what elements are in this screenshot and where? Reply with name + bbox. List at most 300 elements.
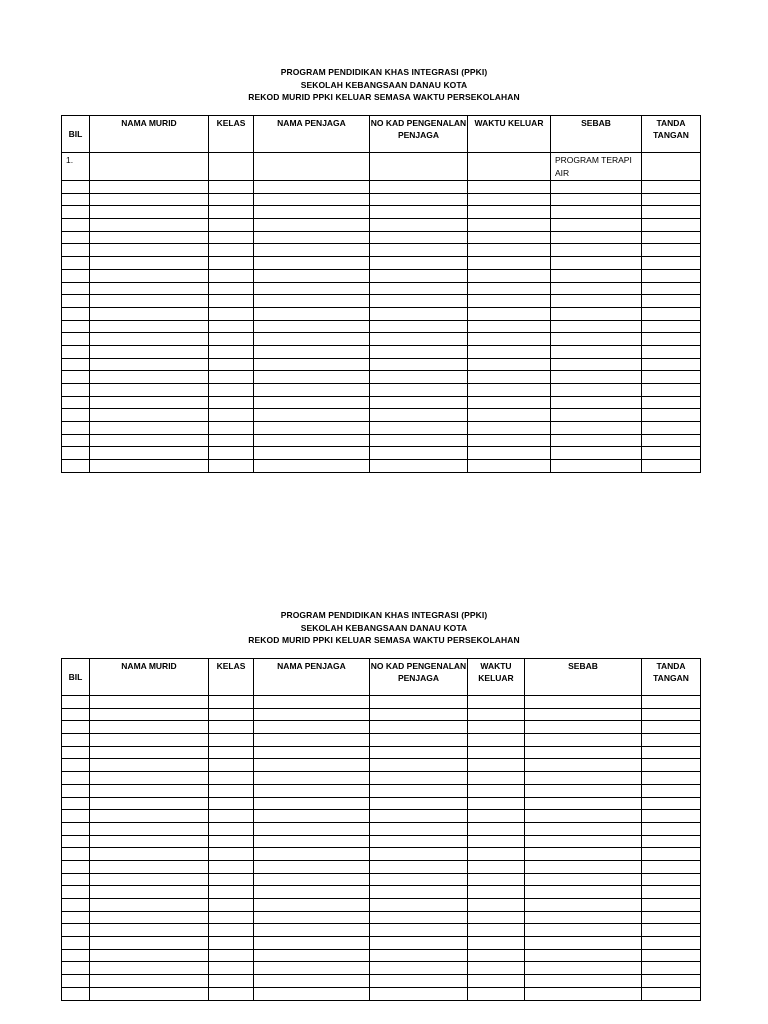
cell-no-kad[interactable] xyxy=(370,231,468,244)
cell-tanda-tangan[interactable] xyxy=(642,949,701,962)
cell-bil[interactable] xyxy=(62,822,90,835)
cell-tanda-tangan[interactable] xyxy=(642,721,701,734)
cell-nama-penjaga[interactable] xyxy=(254,810,370,823)
cell-bil[interactable] xyxy=(62,746,90,759)
cell-kelas[interactable] xyxy=(209,447,254,460)
cell-nama-murid[interactable] xyxy=(90,962,209,975)
cell-kelas[interactable] xyxy=(209,886,254,899)
cell-no-kad[interactable] xyxy=(370,937,468,950)
cell-sebab[interactable] xyxy=(525,797,642,810)
cell-bil[interactable] xyxy=(62,269,90,282)
cell-kelas[interactable] xyxy=(209,924,254,937)
cell-tanda-tangan[interactable] xyxy=(642,307,701,320)
cell-tanda-tangan[interactable] xyxy=(642,384,701,397)
cell-no-kad[interactable] xyxy=(370,206,468,219)
cell-tanda-tangan[interactable] xyxy=(642,873,701,886)
cell-nama-penjaga[interactable] xyxy=(254,708,370,721)
cell-tanda-tangan[interactable] xyxy=(642,696,701,709)
cell-nama-murid[interactable] xyxy=(90,721,209,734)
cell-sebab[interactable] xyxy=(525,937,642,950)
cell-nama-penjaga[interactable] xyxy=(254,835,370,848)
cell-tanda-tangan[interactable] xyxy=(642,886,701,899)
cell-sebab[interactable] xyxy=(551,409,642,422)
cell-bil[interactable] xyxy=(62,797,90,810)
cell-sebab[interactable] xyxy=(525,708,642,721)
cell-no-kad[interactable] xyxy=(370,746,468,759)
cell-waktu-keluar[interactable] xyxy=(468,746,525,759)
cell-kelas[interactable] xyxy=(209,873,254,886)
cell-tanda-tangan[interactable] xyxy=(642,860,701,873)
cell-waktu-keluar[interactable] xyxy=(468,810,525,823)
cell-kelas[interactable] xyxy=(209,320,254,333)
cell-nama-murid[interactable] xyxy=(90,269,209,282)
cell-no-kad[interactable] xyxy=(370,810,468,823)
cell-kelas[interactable] xyxy=(209,244,254,257)
cell-waktu-keluar[interactable] xyxy=(468,784,525,797)
cell-nama-murid[interactable] xyxy=(90,153,209,181)
cell-nama-penjaga[interactable] xyxy=(254,384,370,397)
cell-tanda-tangan[interactable] xyxy=(642,708,701,721)
cell-kelas[interactable] xyxy=(209,797,254,810)
cell-nama-penjaga[interactable] xyxy=(254,231,370,244)
cell-sebab[interactable] xyxy=(525,746,642,759)
cell-kelas[interactable] xyxy=(209,219,254,232)
cell-sebab[interactable] xyxy=(525,848,642,861)
cell-tanda-tangan[interactable] xyxy=(642,219,701,232)
cell-no-kad[interactable] xyxy=(370,949,468,962)
cell-no-kad[interactable] xyxy=(370,153,468,181)
cell-nama-penjaga[interactable] xyxy=(254,696,370,709)
cell-nama-murid[interactable] xyxy=(90,434,209,447)
cell-nama-penjaga[interactable] xyxy=(254,193,370,206)
cell-bil[interactable] xyxy=(62,434,90,447)
cell-kelas[interactable] xyxy=(209,181,254,194)
cell-waktu-keluar[interactable] xyxy=(468,257,551,270)
cell-kelas[interactable] xyxy=(209,307,254,320)
cell-sebab[interactable] xyxy=(551,219,642,232)
cell-bil[interactable]: 1. xyxy=(62,153,90,181)
cell-bil[interactable] xyxy=(62,975,90,988)
cell-bil[interactable] xyxy=(62,734,90,747)
cell-bil[interactable] xyxy=(62,447,90,460)
cell-nama-murid[interactable] xyxy=(90,949,209,962)
cell-nama-penjaga[interactable] xyxy=(254,257,370,270)
cell-sebab[interactable] xyxy=(551,333,642,346)
cell-sebab[interactable] xyxy=(551,282,642,295)
cell-no-kad[interactable] xyxy=(370,333,468,346)
cell-nama-murid[interactable] xyxy=(90,772,209,785)
cell-nama-murid[interactable] xyxy=(90,873,209,886)
cell-kelas[interactable] xyxy=(209,822,254,835)
cell-kelas[interactable] xyxy=(209,835,254,848)
cell-sebab[interactable] xyxy=(525,924,642,937)
cell-no-kad[interactable] xyxy=(370,962,468,975)
cell-tanda-tangan[interactable] xyxy=(642,244,701,257)
cell-nama-penjaga[interactable] xyxy=(254,422,370,435)
cell-sebab[interactable] xyxy=(525,835,642,848)
cell-waktu-keluar[interactable] xyxy=(468,460,551,473)
cell-nama-penjaga[interactable] xyxy=(254,181,370,194)
cell-nama-murid[interactable] xyxy=(90,784,209,797)
cell-kelas[interactable] xyxy=(209,257,254,270)
cell-no-kad[interactable] xyxy=(370,269,468,282)
cell-nama-penjaga[interactable] xyxy=(254,924,370,937)
cell-waktu-keluar[interactable] xyxy=(468,734,525,747)
cell-nama-penjaga[interactable] xyxy=(254,153,370,181)
cell-waktu-keluar[interactable] xyxy=(468,282,551,295)
cell-nama-penjaga[interactable] xyxy=(254,269,370,282)
cell-waktu-keluar[interactable] xyxy=(468,307,551,320)
cell-kelas[interactable] xyxy=(209,721,254,734)
cell-no-kad[interactable] xyxy=(370,358,468,371)
cell-bil[interactable] xyxy=(62,696,90,709)
cell-nama-penjaga[interactable] xyxy=(254,734,370,747)
cell-bil[interactable] xyxy=(62,244,90,257)
cell-sebab[interactable]: PROGRAM TERAPI AIR xyxy=(551,153,642,181)
cell-waktu-keluar[interactable] xyxy=(468,153,551,181)
cell-nama-murid[interactable] xyxy=(90,282,209,295)
cell-nama-penjaga[interactable] xyxy=(254,949,370,962)
cell-tanda-tangan[interactable] xyxy=(642,784,701,797)
cell-nama-murid[interactable] xyxy=(90,206,209,219)
cell-nama-murid[interactable] xyxy=(90,181,209,194)
cell-no-kad[interactable] xyxy=(370,307,468,320)
cell-nama-murid[interactable] xyxy=(90,835,209,848)
cell-sebab[interactable] xyxy=(551,396,642,409)
cell-nama-penjaga[interactable] xyxy=(254,860,370,873)
cell-no-kad[interactable] xyxy=(370,282,468,295)
cell-no-kad[interactable] xyxy=(370,734,468,747)
cell-nama-penjaga[interactable] xyxy=(254,759,370,772)
cell-bil[interactable] xyxy=(62,282,90,295)
cell-kelas[interactable] xyxy=(209,460,254,473)
cell-kelas[interactable] xyxy=(209,269,254,282)
cell-sebab[interactable] xyxy=(551,181,642,194)
cell-sebab[interactable] xyxy=(551,434,642,447)
cell-kelas[interactable] xyxy=(209,810,254,823)
cell-nama-penjaga[interactable] xyxy=(254,899,370,912)
cell-kelas[interactable] xyxy=(209,193,254,206)
cell-waktu-keluar[interactable] xyxy=(468,320,551,333)
cell-no-kad[interactable] xyxy=(370,708,468,721)
cell-waktu-keluar[interactable] xyxy=(468,358,551,371)
cell-no-kad[interactable] xyxy=(370,244,468,257)
cell-waktu-keluar[interactable] xyxy=(468,447,551,460)
cell-kelas[interactable] xyxy=(209,784,254,797)
cell-waktu-keluar[interactable] xyxy=(468,345,551,358)
cell-no-kad[interactable] xyxy=(370,911,468,924)
cell-waktu-keluar[interactable] xyxy=(468,708,525,721)
cell-nama-penjaga[interactable] xyxy=(254,320,370,333)
cell-kelas[interactable] xyxy=(209,911,254,924)
cell-bil[interactable] xyxy=(62,860,90,873)
cell-sebab[interactable] xyxy=(551,269,642,282)
cell-nama-murid[interactable] xyxy=(90,371,209,384)
cell-sebab[interactable] xyxy=(525,873,642,886)
cell-nama-penjaga[interactable] xyxy=(254,460,370,473)
cell-nama-penjaga[interactable] xyxy=(254,333,370,346)
cell-waktu-keluar[interactable] xyxy=(468,987,525,1000)
cell-kelas[interactable] xyxy=(209,206,254,219)
cell-tanda-tangan[interactable] xyxy=(642,772,701,785)
cell-nama-murid[interactable] xyxy=(90,911,209,924)
cell-no-kad[interactable] xyxy=(370,181,468,194)
cell-waktu-keluar[interactable] xyxy=(468,721,525,734)
cell-no-kad[interactable] xyxy=(370,784,468,797)
cell-waktu-keluar[interactable] xyxy=(468,975,525,988)
cell-nama-murid[interactable] xyxy=(90,396,209,409)
cell-kelas[interactable] xyxy=(209,772,254,785)
cell-nama-penjaga[interactable] xyxy=(254,987,370,1000)
cell-nama-murid[interactable] xyxy=(90,257,209,270)
cell-tanda-tangan[interactable] xyxy=(642,810,701,823)
cell-no-kad[interactable] xyxy=(370,295,468,308)
cell-waktu-keluar[interactable] xyxy=(468,384,551,397)
cell-nama-murid[interactable] xyxy=(90,345,209,358)
cell-sebab[interactable] xyxy=(551,244,642,257)
cell-tanda-tangan[interactable] xyxy=(642,320,701,333)
cell-nama-murid[interactable] xyxy=(90,924,209,937)
cell-waktu-keluar[interactable] xyxy=(468,886,525,899)
cell-nama-murid[interactable] xyxy=(90,937,209,950)
cell-no-kad[interactable] xyxy=(370,886,468,899)
cell-bil[interactable] xyxy=(62,949,90,962)
cell-bil[interactable] xyxy=(62,219,90,232)
cell-tanda-tangan[interactable] xyxy=(642,987,701,1000)
cell-kelas[interactable] xyxy=(209,153,254,181)
cell-nama-penjaga[interactable] xyxy=(254,282,370,295)
cell-tanda-tangan[interactable] xyxy=(642,434,701,447)
cell-bil[interactable] xyxy=(62,873,90,886)
cell-no-kad[interactable] xyxy=(370,434,468,447)
cell-tanda-tangan[interactable] xyxy=(642,358,701,371)
cell-bil[interactable] xyxy=(62,924,90,937)
cell-nama-murid[interactable] xyxy=(90,899,209,912)
cell-kelas[interactable] xyxy=(209,358,254,371)
cell-bil[interactable] xyxy=(62,772,90,785)
cell-no-kad[interactable] xyxy=(370,371,468,384)
cell-sebab[interactable] xyxy=(525,772,642,785)
cell-waktu-keluar[interactable] xyxy=(468,696,525,709)
cell-tanda-tangan[interactable] xyxy=(642,396,701,409)
cell-kelas[interactable] xyxy=(209,734,254,747)
cell-sebab[interactable] xyxy=(525,721,642,734)
cell-no-kad[interactable] xyxy=(370,975,468,988)
cell-no-kad[interactable] xyxy=(370,447,468,460)
cell-waktu-keluar[interactable] xyxy=(468,181,551,194)
cell-nama-penjaga[interactable] xyxy=(254,975,370,988)
cell-tanda-tangan[interactable] xyxy=(642,447,701,460)
cell-kelas[interactable] xyxy=(209,962,254,975)
cell-no-kad[interactable] xyxy=(370,924,468,937)
cell-nama-murid[interactable] xyxy=(90,307,209,320)
cell-no-kad[interactable] xyxy=(370,860,468,873)
cell-nama-murid[interactable] xyxy=(90,333,209,346)
cell-bil[interactable] xyxy=(62,911,90,924)
cell-no-kad[interactable] xyxy=(370,873,468,886)
cell-nama-murid[interactable] xyxy=(90,295,209,308)
cell-waktu-keluar[interactable] xyxy=(468,797,525,810)
cell-sebab[interactable] xyxy=(551,206,642,219)
cell-bil[interactable] xyxy=(62,835,90,848)
cell-nama-murid[interactable] xyxy=(90,219,209,232)
cell-nama-penjaga[interactable] xyxy=(254,721,370,734)
cell-bil[interactable] xyxy=(62,345,90,358)
cell-sebab[interactable] xyxy=(551,447,642,460)
cell-bil[interactable] xyxy=(62,962,90,975)
cell-nama-penjaga[interactable] xyxy=(254,772,370,785)
cell-nama-penjaga[interactable] xyxy=(254,746,370,759)
cell-nama-murid[interactable] xyxy=(90,810,209,823)
cell-nama-penjaga[interactable] xyxy=(254,244,370,257)
cell-tanda-tangan[interactable] xyxy=(642,962,701,975)
cell-nama-murid[interactable] xyxy=(90,987,209,1000)
cell-kelas[interactable] xyxy=(209,295,254,308)
cell-bil[interactable] xyxy=(62,784,90,797)
cell-kelas[interactable] xyxy=(209,333,254,346)
cell-waktu-keluar[interactable] xyxy=(468,924,525,937)
cell-tanda-tangan[interactable] xyxy=(642,734,701,747)
cell-tanda-tangan[interactable] xyxy=(642,911,701,924)
cell-sebab[interactable] xyxy=(551,371,642,384)
cell-waktu-keluar[interactable] xyxy=(468,835,525,848)
cell-waktu-keluar[interactable] xyxy=(468,937,525,950)
cell-kelas[interactable] xyxy=(209,371,254,384)
cell-no-kad[interactable] xyxy=(370,460,468,473)
cell-no-kad[interactable] xyxy=(370,772,468,785)
cell-bil[interactable] xyxy=(62,358,90,371)
cell-nama-penjaga[interactable] xyxy=(254,409,370,422)
cell-sebab[interactable] xyxy=(525,860,642,873)
cell-tanda-tangan[interactable] xyxy=(642,759,701,772)
cell-nama-penjaga[interactable] xyxy=(254,822,370,835)
cell-waktu-keluar[interactable] xyxy=(468,219,551,232)
cell-waktu-keluar[interactable] xyxy=(468,371,551,384)
cell-bil[interactable] xyxy=(62,987,90,1000)
cell-nama-penjaga[interactable] xyxy=(254,358,370,371)
cell-tanda-tangan[interactable] xyxy=(642,899,701,912)
cell-kelas[interactable] xyxy=(209,937,254,950)
cell-nama-murid[interactable] xyxy=(90,734,209,747)
cell-no-kad[interactable] xyxy=(370,193,468,206)
cell-bil[interactable] xyxy=(62,371,90,384)
cell-nama-murid[interactable] xyxy=(90,358,209,371)
cell-sebab[interactable] xyxy=(551,358,642,371)
cell-tanda-tangan[interactable] xyxy=(642,282,701,295)
cell-bil[interactable] xyxy=(62,899,90,912)
cell-sebab[interactable] xyxy=(525,962,642,975)
cell-no-kad[interactable] xyxy=(370,396,468,409)
cell-waktu-keluar[interactable] xyxy=(468,231,551,244)
cell-nama-murid[interactable] xyxy=(90,759,209,772)
cell-waktu-keluar[interactable] xyxy=(468,244,551,257)
cell-kelas[interactable] xyxy=(209,860,254,873)
cell-nama-murid[interactable] xyxy=(90,975,209,988)
cell-no-kad[interactable] xyxy=(370,721,468,734)
cell-bil[interactable] xyxy=(62,206,90,219)
cell-no-kad[interactable] xyxy=(370,822,468,835)
cell-waktu-keluar[interactable] xyxy=(468,269,551,282)
cell-sebab[interactable] xyxy=(525,911,642,924)
cell-bil[interactable] xyxy=(62,231,90,244)
cell-no-kad[interactable] xyxy=(370,345,468,358)
cell-no-kad[interactable] xyxy=(370,848,468,861)
cell-no-kad[interactable] xyxy=(370,797,468,810)
cell-tanda-tangan[interactable] xyxy=(642,975,701,988)
cell-sebab[interactable] xyxy=(551,295,642,308)
cell-no-kad[interactable] xyxy=(370,422,468,435)
cell-nama-penjaga[interactable] xyxy=(254,962,370,975)
cell-nama-penjaga[interactable] xyxy=(254,937,370,950)
cell-tanda-tangan[interactable] xyxy=(642,193,701,206)
cell-nama-murid[interactable] xyxy=(90,886,209,899)
cell-kelas[interactable] xyxy=(209,848,254,861)
cell-nama-penjaga[interactable] xyxy=(254,873,370,886)
cell-nama-penjaga[interactable] xyxy=(254,784,370,797)
cell-sebab[interactable] xyxy=(525,987,642,1000)
cell-bil[interactable] xyxy=(62,181,90,194)
cell-nama-penjaga[interactable] xyxy=(254,797,370,810)
cell-tanda-tangan[interactable] xyxy=(642,371,701,384)
cell-waktu-keluar[interactable] xyxy=(468,899,525,912)
cell-nama-penjaga[interactable] xyxy=(254,307,370,320)
cell-nama-murid[interactable] xyxy=(90,193,209,206)
cell-tanda-tangan[interactable] xyxy=(642,345,701,358)
cell-kelas[interactable] xyxy=(209,282,254,295)
cell-bil[interactable] xyxy=(62,384,90,397)
cell-kelas[interactable] xyxy=(209,384,254,397)
cell-waktu-keluar[interactable] xyxy=(468,772,525,785)
cell-kelas[interactable] xyxy=(209,409,254,422)
cell-bil[interactable] xyxy=(62,937,90,950)
cell-sebab[interactable] xyxy=(525,949,642,962)
cell-kelas[interactable] xyxy=(209,396,254,409)
cell-kelas[interactable] xyxy=(209,231,254,244)
cell-waktu-keluar[interactable] xyxy=(468,873,525,886)
cell-bil[interactable] xyxy=(62,708,90,721)
cell-no-kad[interactable] xyxy=(370,899,468,912)
cell-nama-murid[interactable] xyxy=(90,422,209,435)
cell-nama-murid[interactable] xyxy=(90,320,209,333)
cell-waktu-keluar[interactable] xyxy=(468,422,551,435)
cell-nama-murid[interactable] xyxy=(90,696,209,709)
cell-waktu-keluar[interactable] xyxy=(468,193,551,206)
cell-bil[interactable] xyxy=(62,409,90,422)
cell-tanda-tangan[interactable] xyxy=(642,409,701,422)
cell-nama-penjaga[interactable] xyxy=(254,396,370,409)
cell-bil[interactable] xyxy=(62,886,90,899)
cell-sebab[interactable] xyxy=(551,257,642,270)
cell-kelas[interactable] xyxy=(209,949,254,962)
cell-nama-penjaga[interactable] xyxy=(254,911,370,924)
cell-waktu-keluar[interactable] xyxy=(468,396,551,409)
cell-nama-penjaga[interactable] xyxy=(254,371,370,384)
cell-sebab[interactable] xyxy=(525,810,642,823)
cell-bil[interactable] xyxy=(62,721,90,734)
cell-nama-murid[interactable] xyxy=(90,746,209,759)
cell-nama-penjaga[interactable] xyxy=(254,206,370,219)
cell-tanda-tangan[interactable] xyxy=(642,231,701,244)
cell-bil[interactable] xyxy=(62,333,90,346)
cell-nama-murid[interactable] xyxy=(90,384,209,397)
cell-tanda-tangan[interactable] xyxy=(642,257,701,270)
cell-no-kad[interactable] xyxy=(370,759,468,772)
cell-nama-penjaga[interactable] xyxy=(254,848,370,861)
cell-bil[interactable] xyxy=(62,193,90,206)
cell-bil[interactable] xyxy=(62,320,90,333)
cell-tanda-tangan[interactable] xyxy=(642,206,701,219)
cell-waktu-keluar[interactable] xyxy=(468,759,525,772)
